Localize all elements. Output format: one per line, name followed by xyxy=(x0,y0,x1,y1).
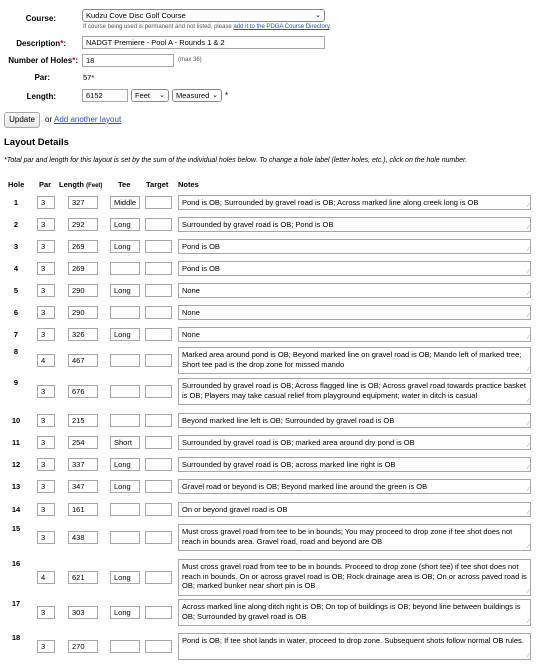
holes-input[interactable]: 18 xyxy=(82,54,174,67)
target-input[interactable] xyxy=(145,458,172,471)
par-input[interactable]: 3 xyxy=(37,503,55,516)
tee-input[interactable] xyxy=(110,262,140,275)
resize-grip-icon[interactable]: ∕ xyxy=(527,367,529,373)
col-length xyxy=(59,180,102,189)
resize-grip-icon[interactable]: ∕ xyxy=(527,487,529,493)
par-input[interactable]: 3 xyxy=(37,640,55,653)
par-input[interactable]: 3 xyxy=(37,480,55,493)
length-input[interactable]: 337 xyxy=(68,458,98,471)
add-layout-link[interactable]: Add another layout xyxy=(54,115,122,124)
target-input[interactable] xyxy=(145,262,172,275)
tee-input[interactable]: Long xyxy=(110,240,140,253)
tee-input[interactable]: Long xyxy=(110,606,140,619)
target-input[interactable] xyxy=(145,436,172,449)
resize-grip-icon[interactable]: ∕ xyxy=(527,653,529,659)
notes-textarea[interactable]: Must cross gravel road from tee to be in bounds. Proceed to drop zone (short tee) if tee shot does not reach in bounds. On or across gravel road is OB; Rock drainage area is OB; On or across paved road is OB; marked bunker near short pin is OB ∕ xyxy=(178,559,531,596)
notes-textarea[interactable]: Pond is OB; If tee shot lands in water, proceed to drop zone. Subsequent shots follow normal OB rules. ∕ xyxy=(178,633,531,660)
length-input[interactable]: 347 xyxy=(68,480,98,493)
par-input[interactable]: 3 xyxy=(37,284,55,297)
col-length-text: Length xyxy=(59,180,84,189)
target-input[interactable] xyxy=(145,503,172,516)
course-select-value: Kudzu Cove Disc Golf Course xyxy=(86,11,186,20)
par-input[interactable]: 3 xyxy=(37,218,55,231)
par-input[interactable]: 3 xyxy=(37,385,55,398)
measure-select-value: Measured xyxy=(176,91,210,100)
resize-grip-icon[interactable]: ∕ xyxy=(527,544,529,550)
description-input[interactable]: NADGT Premiere - Pool A - Rounds 1 & 2 xyxy=(82,36,325,49)
resize-grip-icon[interactable]: ∕ xyxy=(527,589,529,595)
hole-number[interactable]: 14 xyxy=(11,505,21,514)
tee-input[interactable]: Middle xyxy=(110,196,140,209)
notes-textarea[interactable]: Surrounded by gravel road is OB; marked area around dry pond is OB ∕ xyxy=(178,435,531,450)
par-value: 57* xyxy=(83,73,95,82)
tee-input[interactable] xyxy=(110,640,140,653)
hole-number[interactable]: 7 xyxy=(13,330,19,339)
notes-textarea[interactable]: Surrounded by gravel road is OB; Across flagged line is OB; Across gravel road towards practice basket is OB; Players may take casual relief from playground equipment; water in ditch is casual ∕ xyxy=(178,378,531,405)
length-input[interactable]: 290 xyxy=(68,284,98,297)
par-label: Par: xyxy=(34,73,50,82)
resize-grip-icon[interactable]: ∕ xyxy=(527,398,529,404)
notes-textarea[interactable]: Across marked line along ditch right is OB; On top of buildings is OB; beyond line between buildings is OB; Surrounded by gravel road is OB ∕ xyxy=(178,599,531,626)
resize-grip-icon[interactable]: ∕ xyxy=(527,291,529,297)
length-star: * xyxy=(225,91,229,100)
par-input[interactable]: 3 xyxy=(37,414,55,427)
target-input[interactable] xyxy=(145,606,172,619)
col-par: Par xyxy=(39,180,52,189)
notes-textarea[interactable]: Pond is OB ∕ xyxy=(178,239,531,254)
notes-textarea[interactable]: Beyond marked line left is OB; Surrounded by gravel road is OB ∕ xyxy=(178,413,531,428)
length-input[interactable]: 676 xyxy=(68,385,98,398)
layout-note: *Total par and length for this layout is set by the sum of the individual holes below. To change a hole label (letter holes, etc.), click on the hole number. xyxy=(4,157,468,164)
resize-grip-icon[interactable]: ∕ xyxy=(527,313,529,319)
par-input[interactable]: 3 xyxy=(37,240,55,253)
target-input[interactable] xyxy=(145,571,172,584)
or-text: or xyxy=(45,115,53,124)
holes-label-colon: : xyxy=(75,56,78,65)
notes-textarea[interactable]: None ∕ xyxy=(178,327,531,342)
notes-textarea[interactable]: Pond is OB; Surrounded by gravel road is OB; Across marked line along creek long is OB ∕ xyxy=(178,195,531,210)
hole-number[interactable]: 9 xyxy=(13,378,19,387)
unit-select[interactable] xyxy=(131,89,169,102)
tee-input[interactable]: Long xyxy=(110,218,140,231)
length-input[interactable]: 303 xyxy=(68,606,98,619)
holes-label-text: Number of Holes xyxy=(8,56,73,65)
update-button[interactable]: Update xyxy=(4,112,40,128)
col-hole: Hole xyxy=(8,180,25,189)
notes-textarea[interactable]: Gravel road or beyond is OB; Beyond marked line around the green is OB ∕ xyxy=(178,479,531,494)
course-hint-text: If course being used is permanent and not listed, please xyxy=(83,24,234,30)
notes-textarea[interactable]: None ∕ xyxy=(178,305,531,320)
target-input[interactable] xyxy=(145,196,172,209)
description-label-colon: : xyxy=(63,39,66,48)
resize-grip-icon[interactable]: ∕ xyxy=(527,421,529,427)
holes-label xyxy=(2,56,78,65)
holes-hint: (max 36) xyxy=(178,57,202,63)
hole-number[interactable]: 16 xyxy=(11,559,21,568)
chevron-down-icon: ⌄ xyxy=(159,92,165,99)
required-mark: * xyxy=(72,56,76,65)
hole-number[interactable]: 5 xyxy=(13,286,19,295)
hole-number[interactable]: 8 xyxy=(13,347,19,356)
length-input[interactable]: 467 xyxy=(68,354,98,367)
tee-input[interactable] xyxy=(110,503,140,516)
notes-textarea[interactable]: Pond is OB ∕ xyxy=(178,261,531,276)
add-course-directory-link[interactable]: add it to the PDGA Course Directory xyxy=(233,24,330,30)
col-notes: Notes xyxy=(178,180,199,189)
resize-grip-icon[interactable]: ∕ xyxy=(527,203,529,209)
par-input[interactable]: 3 xyxy=(37,328,55,341)
length-label: Length: xyxy=(26,92,56,101)
tee-input[interactable]: Short xyxy=(110,436,140,449)
course-select[interactable] xyxy=(82,9,325,22)
hole-number[interactable]: 1 xyxy=(13,198,19,207)
par-input[interactable]: 3 xyxy=(37,306,55,319)
tee-input[interactable]: Long xyxy=(110,458,140,471)
target-input[interactable] xyxy=(145,328,172,341)
resize-grip-icon[interactable]: ∕ xyxy=(527,247,529,253)
par-input[interactable]: 4 xyxy=(37,571,55,584)
tee-input[interactable] xyxy=(110,306,140,319)
target-input[interactable] xyxy=(145,385,172,398)
chevron-down-icon: ⌄ xyxy=(315,12,321,19)
description-label-text: Description xyxy=(16,39,61,48)
hole-number[interactable]: 13 xyxy=(11,482,21,491)
col-length-unit: (Feet) xyxy=(86,183,103,189)
tee-input[interactable]: Long xyxy=(110,480,140,493)
notes-textarea[interactable]: Surrounded by gravel road is OB; Pond is OB ∕ xyxy=(178,217,531,232)
target-input[interactable] xyxy=(145,480,172,493)
length-input[interactable]: 269 xyxy=(68,240,98,253)
measure-select[interactable] xyxy=(172,89,222,102)
length-input[interactable]: 254 xyxy=(68,436,98,449)
resize-grip-icon[interactable]: ∕ xyxy=(527,225,529,231)
target-input[interactable] xyxy=(145,218,172,231)
target-input[interactable] xyxy=(145,240,172,253)
hole-number[interactable]: 17 xyxy=(11,599,21,608)
hole-number[interactable]: 15 xyxy=(11,524,21,533)
hole-number[interactable]: 3 xyxy=(13,242,19,251)
unit-select-value: Feet xyxy=(135,91,151,100)
resize-grip-icon[interactable]: ∕ xyxy=(527,443,529,449)
par-input[interactable]: 3 xyxy=(37,458,55,471)
hole-number[interactable]: 4 xyxy=(13,264,19,273)
target-input[interactable] xyxy=(145,306,172,319)
required-mark: * xyxy=(60,39,64,48)
length-input[interactable]: 161 xyxy=(68,503,98,516)
course-label: Course: xyxy=(25,14,56,23)
length-input[interactable]: 6152 xyxy=(82,89,128,102)
par-input[interactable]: 3 xyxy=(37,606,55,619)
col-target: Target xyxy=(146,180,169,189)
target-input[interactable] xyxy=(145,414,172,427)
hole-number[interactable]: 18 xyxy=(11,633,21,642)
hole-number[interactable]: 12 xyxy=(11,460,21,469)
resize-grip-icon[interactable]: ∕ xyxy=(527,465,529,471)
notes-textarea[interactable]: Must cross gravel road from tee to be in bounds; You may proceed to drop zone if tee shot does not reach in bounds area. Gravel road, road and beyond are OB ∕ xyxy=(178,524,531,551)
length-input[interactable]: 292 xyxy=(68,218,98,231)
resize-grip-icon[interactable]: ∕ xyxy=(527,619,529,625)
par-input[interactable]: 3 xyxy=(37,531,55,544)
description-label xyxy=(4,39,66,48)
target-input[interactable] xyxy=(145,531,172,544)
target-input[interactable] xyxy=(145,354,172,367)
resize-grip-icon[interactable]: ∕ xyxy=(527,335,529,341)
notes-textarea[interactable]: Surrounded by gravel road is OB; across marked line right is OB ∕ xyxy=(178,457,531,472)
hole-number[interactable]: 2 xyxy=(13,220,19,229)
notes-textarea[interactable]: On or beyond gravel road is OB ∕ xyxy=(178,502,531,517)
tee-input[interactable] xyxy=(110,531,140,544)
hole-number[interactable]: 6 xyxy=(13,308,19,317)
par-input[interactable]: 4 xyxy=(37,354,55,367)
target-input[interactable] xyxy=(145,640,172,653)
hole-number[interactable]: 10 xyxy=(11,416,21,425)
tee-input[interactable] xyxy=(110,414,140,427)
tee-input[interactable]: Long xyxy=(110,328,140,341)
length-input[interactable]: 269 xyxy=(68,262,98,275)
layout-details-heading: Layout Details xyxy=(4,137,69,148)
notes-textarea[interactable]: Marked area around pond is OB; Beyond marked line on gravel road is OB; Mando left of marked tree; Short tee pad is the drop zone for missed mando ∕ xyxy=(178,347,531,374)
par-input[interactable]: 3 xyxy=(37,262,55,275)
tee-input[interactable]: Long xyxy=(110,571,140,584)
length-input[interactable]: 290 xyxy=(68,306,98,319)
par-input[interactable]: 3 xyxy=(37,196,55,209)
col-tee: Tee xyxy=(118,180,131,189)
length-input[interactable]: 270 xyxy=(68,640,98,653)
hole-number[interactable]: 11 xyxy=(12,438,20,447)
resize-grip-icon[interactable]: ∕ xyxy=(527,510,529,516)
course-hint-suffix: . xyxy=(329,24,332,30)
length-input[interactable]: 215 xyxy=(68,414,98,427)
length-input[interactable]: 438 xyxy=(68,531,98,544)
length-input[interactable]: 327 xyxy=(68,196,98,209)
length-input[interactable]: 621 xyxy=(68,571,98,584)
notes-textarea[interactable]: None ∕ xyxy=(178,283,531,298)
target-input[interactable] xyxy=(145,284,172,297)
par-input[interactable]: 3 xyxy=(37,436,55,449)
chevron-down-icon: ⌄ xyxy=(212,92,218,99)
course-hint xyxy=(83,24,331,30)
length-input[interactable]: 326 xyxy=(68,328,98,341)
tee-input[interactable] xyxy=(110,354,140,367)
tee-input[interactable]: Long xyxy=(110,284,140,297)
resize-grip-icon[interactable]: ∕ xyxy=(527,269,529,275)
tee-input[interactable] xyxy=(110,385,140,398)
